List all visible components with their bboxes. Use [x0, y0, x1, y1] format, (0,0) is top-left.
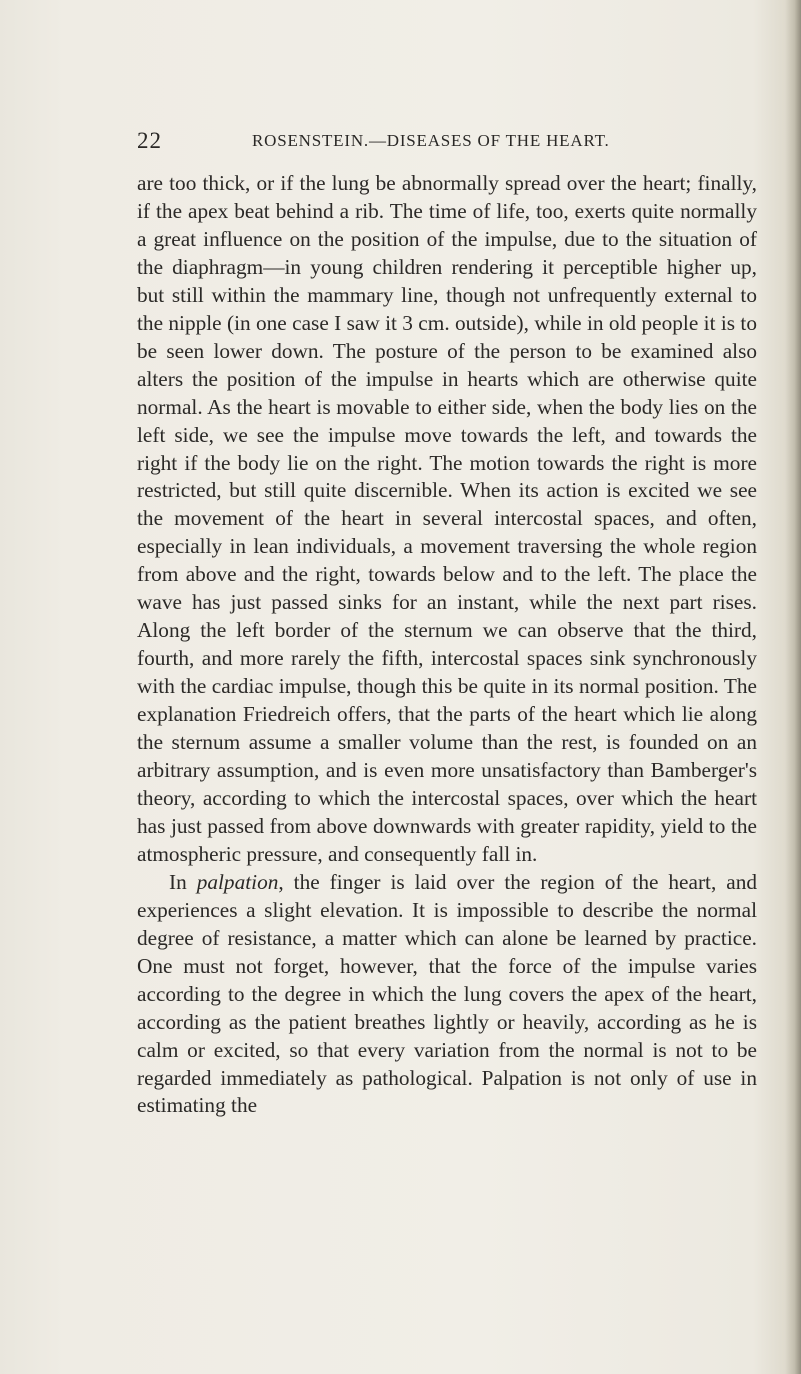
paragraph-lead: In — [169, 869, 197, 894]
page-number: 22 — [137, 128, 162, 153]
paragraph-continued: are too thick, or if the lung be abnormally spread over the heart; finally, if the apex beat behind a rib. The time of life, too, exerts quite normally a great influence on the position of the impulse, due to the situation of the diaphragm—in young children rendering it perceptible higher up, but still within the mammary line, though not unfrequently external to the nipple (in one case I saw it 3 cm. outside), while in old people it is to be seen lower down. The posture of the person to be examined also alters the position of the impulse in hearts which are otherwise quite normal. As the heart is movable to either side, when the body lies on the left side, we see the impulse move towards the left, and towards the right if the body lie on the right. The motion towards the right is more restricted, but still quite discernible. When its action is excited we see the movement of the heart in several intercostal spaces, and often, especially in lean individuals, a movement traversing the whole region from above and the right, towards below and to the left. The place the wave has just passed sinks for an instant, while the next part rises. Along the left border of the sternum we can observe that the third, fourth, and more rarely the fifth, intercostal spaces sink synchronously with the cardiac impulse, though this be quite in its normal position. The explanation Friedreich offers, that the parts of the heart which lie along the sternum assume a smaller volume than the rest, is founded on an arbitrary assumption, and is even more unsatisfactory than Bamberger's theory, according to which the intercostal spaces, over which the heart has just passed from above downwards with greater rapidity, yield to the atmospheric pressure, and consequently fall in. — [137, 171, 757, 866]
body-text — [137, 170, 757, 1120]
paragraph-text: , the finger is laid over the region of the heart, and experiences a slight elevation. It is impossible to describe the normal degree of resistance, a matter which can alone be learned by practice. One must not forget, however, that the force of the impulse varies according to the degree in which the lung covers the apex of the heart, according as the patient breathes lightly or heavily, according as he is calm or excited, so that every variation from the normal is not to be regarded immediately as pathological. Palpation is not only of use in estimating the — [137, 869, 757, 1118]
running-head — [137, 128, 697, 158]
italic-term: palpation — [196, 869, 279, 894]
running-title: ROSENSTEIN.—DISEASES OF THE HEART. — [252, 131, 610, 150]
page-edge-shadow — [785, 0, 801, 1374]
paragraph-palpation — [137, 869, 757, 1121]
